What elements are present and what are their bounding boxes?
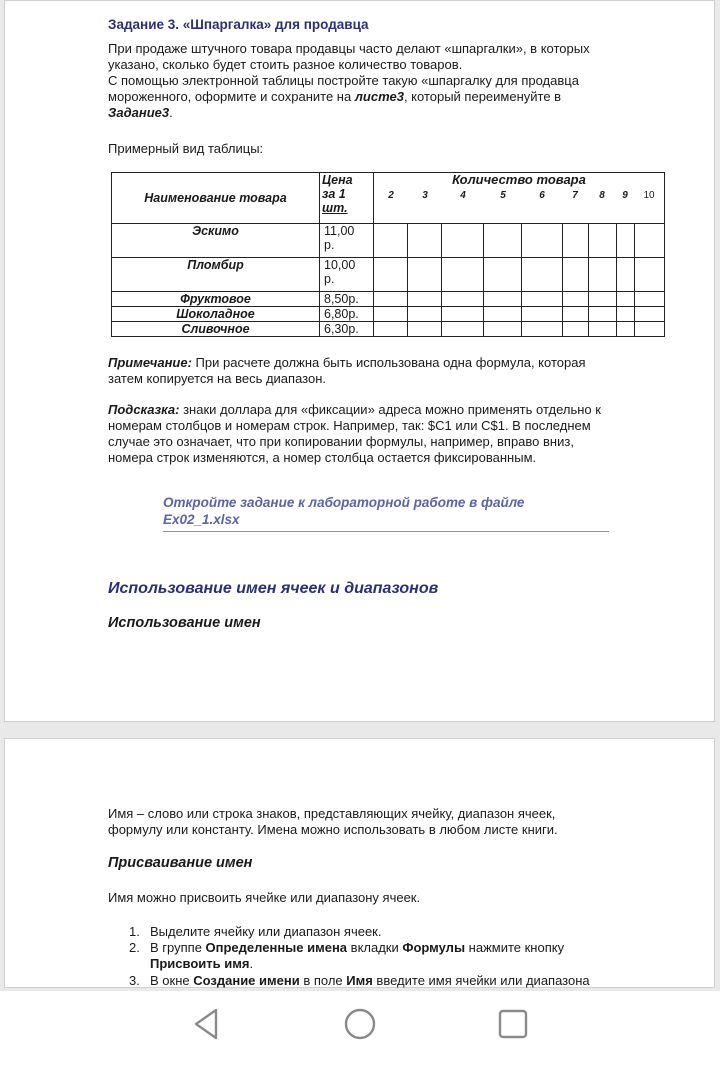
qty-number: 5 — [500, 190, 506, 201]
quantity-numbers — [374, 187, 664, 223]
note-line: затем копируется на весь диапазон. — [108, 371, 326, 386]
name-header: Наименование товара — [112, 173, 320, 224]
product-name: Сливочное — [112, 322, 320, 337]
step-2-cont: Присвоить имя. — [150, 956, 254, 971]
link-text[interactable]: Откройте задание к лабораторной работе в файле — [163, 495, 525, 510]
qty-number: 3 — [422, 190, 428, 201]
hint-line: случае это означает, что при копировании формулы, например, вправо вниз, — [108, 434, 574, 449]
product-name: Фруктовое — [112, 292, 320, 307]
exercise-file-link[interactable] — [163, 495, 609, 532]
hint-line: номерам столбцов и номерам строк. Например, так: $C1 или C$1. В последнем — [108, 418, 591, 433]
table-row — [112, 307, 665, 322]
assign-text: Имя можно присвоить ячейке или диапазону ячеек. — [108, 890, 421, 905]
document-page-1 — [4, 0, 715, 722]
product-name: Шоколадное — [112, 307, 320, 322]
document-page-2 — [4, 738, 715, 988]
task-text-line: Задание3. — [108, 105, 173, 120]
section-title: Использование имен ячеек и диапазонов — [108, 580, 439, 597]
qty-number: 6 — [539, 190, 545, 201]
note-line: Примечание: При расчете должна быть использована одна формула, которая — [108, 355, 586, 370]
qty-number: 2 — [388, 190, 394, 201]
assign-title: Присваивание имен — [108, 855, 253, 871]
product-name: Пломбир — [112, 258, 320, 292]
qty-number: 4 — [460, 190, 466, 201]
qty-number: 10 — [643, 190, 655, 201]
quantity-header: Количество товара — [452, 172, 586, 187]
recents-icon[interactable] — [497, 1007, 529, 1041]
subsection-title: Использование имен — [108, 615, 261, 631]
table-row — [112, 292, 665, 307]
product-name: Эскимо — [112, 224, 320, 258]
definition-line: формулу или константу. Имена можно использовать в любом листе книги. — [108, 822, 558, 837]
hint-line: Подсказка: знаки доллара для «фиксации» адреса можно применять отдельно к — [108, 402, 601, 417]
qty-number: 8 — [599, 190, 605, 201]
back-icon[interactable] — [190, 1007, 222, 1041]
product-price: 8,50р. — [320, 292, 374, 307]
product-price: 10,00 р. — [320, 258, 374, 292]
step-3: В окне Создание имени в поле Имя введите имя ячейки или диапазона — [150, 973, 590, 988]
task-text-line: При продаже штучного товара продавцы часто делают «шпаргалки», в которых — [108, 41, 590, 56]
step-number: 2. — [129, 940, 140, 955]
price-header: Цена за 1 шт. — [320, 173, 374, 224]
task-text-line: С помощью электронной таблицы постройте такую «шпаргалку для продавца — [108, 73, 579, 88]
table-row — [112, 224, 665, 258]
step-2: В группе Определенные имена вкладки Формулы нажмите кнопку — [150, 940, 565, 955]
link-filename[interactable]: Ex02_1.xlsx — [163, 512, 240, 527]
product-price: 6,30р. — [320, 322, 374, 337]
sample-label: Примерный вид таблицы: — [108, 141, 264, 156]
step-1: Выделите ячейку или диапазон ячеек. — [150, 924, 382, 939]
system-navigation-bar — [0, 991, 720, 1071]
table-row — [112, 322, 665, 337]
cheat-sheet-table — [111, 172, 665, 337]
task-heading: Задание 3. «Шпаргалка» для продавца — [108, 17, 369, 32]
qty-number: 7 — [572, 190, 578, 201]
home-icon[interactable] — [343, 1007, 377, 1041]
task-text-line: мороженного, оформите и сохраните на листе3, который переименуйте в — [108, 89, 562, 104]
step-number: 3. — [129, 973, 140, 988]
product-price: 11,00 р. — [320, 224, 374, 258]
qty-number: 9 — [622, 190, 628, 201]
product-price: 6,80р. — [320, 307, 374, 322]
definition-line: Имя – слово или строка знаков, представляющих ячейку, диапазон ячеек, — [108, 806, 556, 821]
step-number: 1. — [129, 924, 140, 939]
quantity-header-cell — [374, 173, 665, 224]
table-row — [112, 258, 665, 292]
task-text-line: указано, сколько будет стоить разное количество товаров. — [108, 57, 463, 72]
hint-line: номера строк изменяются, а номер столбца остается фиксированным. — [108, 450, 537, 465]
